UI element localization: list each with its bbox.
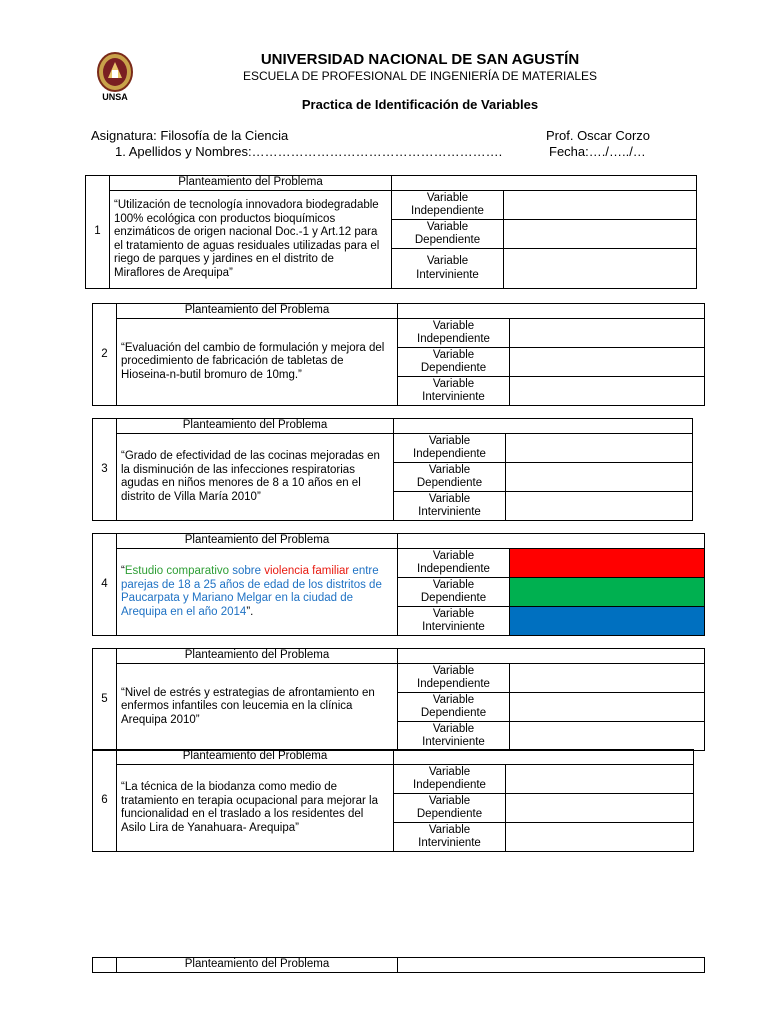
header-blank	[398, 958, 705, 973]
logo-caption: UNSA	[102, 92, 128, 102]
page-title: Practica de Identificación de Variables	[301, 97, 539, 112]
problem-number: 3	[93, 419, 117, 521]
problem-statement: “Evaluación del cambio de formulación y mejora del procedimiento de fabricación de tabletas de Hioseina-n-butil bromuro de 10mg.”	[117, 319, 398, 406]
intervening-variable-answer[interactable]	[506, 823, 694, 852]
intervening-variable-answer[interactable]	[510, 607, 705, 636]
dependent-variable-answer[interactable]	[510, 348, 705, 377]
problem-header: Planteamiento del Problema	[117, 649, 398, 664]
problem-header: Planteamiento del Problema	[110, 176, 392, 191]
independent-variable-answer[interactable]	[510, 319, 705, 348]
problem-number: 5	[93, 649, 117, 751]
dependent-variable-label: Variable Dependiente	[392, 220, 504, 249]
problem-number: 4	[93, 534, 117, 636]
problem-header: Planteamiento del Problema	[117, 419, 394, 434]
date-field[interactable]: Fecha:…./…../…	[549, 144, 646, 159]
highlight-study-type: Estudio comparativo	[124, 565, 230, 577]
university-name: UNIVERSIDAD NACIONAL DE SAN AGUSTÍN	[260, 51, 580, 68]
problem-statement: “La técnica de la biodanza como medio de tratamiento en terapia ocupacional para mejorar la funcionalidad en el traslado a los residentes del Asilo Lira de Yanahuara- Arequipa”	[117, 765, 394, 852]
intervening-variable-answer[interactable]	[510, 377, 705, 406]
independent-variable-label: Variable Independiente	[394, 434, 506, 463]
dependent-variable-answer[interactable]	[510, 693, 705, 722]
independent-variable-answer[interactable]	[504, 191, 697, 220]
intervening-variable-label: Variable Interviniente	[394, 492, 506, 521]
dependent-variable-label: Variable Dependiente	[398, 578, 510, 607]
header-blank	[394, 419, 693, 434]
dependent-variable-answer[interactable]	[504, 220, 697, 249]
problem-number: 6	[93, 750, 117, 852]
problem-table-5	[92, 648, 705, 751]
problem-table-4	[92, 533, 705, 636]
dependent-variable-answer[interactable]	[510, 578, 705, 607]
header-blank	[398, 649, 705, 664]
problem-number: 1	[86, 176, 110, 289]
independent-variable-answer[interactable]	[506, 765, 694, 794]
intervening-variable-answer[interactable]	[506, 492, 693, 521]
problem-header: Planteamiento del Problema	[117, 304, 398, 319]
subject-label: Asignatura: Filosofía de la Ciencia	[91, 128, 289, 143]
problem-table-1	[85, 175, 697, 289]
dependent-variable-label: Variable Dependiente	[398, 693, 510, 722]
dependent-variable-answer[interactable]	[506, 463, 693, 492]
problem-statement: “Grado de efectividad de las cocinas mejoradas en la disminución de las infecciones respiratorias agudas en niños menores de 8 a 10 años en el distrito de Villa María 2010”	[117, 434, 394, 521]
school-name: ESCUELA DE PROFESIONAL DE INGENIERÍA DE MATERIALES	[242, 69, 598, 83]
problem-table-3	[92, 418, 693, 521]
independent-variable-label: Variable Independiente	[398, 549, 510, 578]
independent-variable-label: Variable Independiente	[392, 191, 504, 220]
intervening-variable-answer[interactable]	[510, 722, 705, 751]
problem-header: Planteamiento del Problema	[117, 958, 398, 973]
dependent-variable-label: Variable Dependiente	[398, 348, 510, 377]
problem-header: Planteamiento del Problema	[117, 750, 394, 765]
header-blank	[392, 176, 697, 191]
independent-variable-answer[interactable]	[510, 664, 705, 693]
independent-variable-answer[interactable]	[510, 549, 705, 578]
problem-statement: “Utilización de tecnología innovadora biodegradable 100% ecológica con productos bioquímicos enzimáticos de origen nacional Doc.-1 y Art.12 para el tratamiento de aguas residuales utilizadas para el riego de parques y jardines en el distrito de Miraflores de Arequipa”	[110, 191, 392, 289]
dependent-variable-answer[interactable]	[506, 794, 694, 823]
header-blank	[398, 534, 705, 549]
problem-statement: “Estudio comparativo sobre violencia familiar entre parejas de 18 a 25 años de edad de los distritos de Paucarpata y Mariano Melgar en la ciudad de Arequipa en el año 2014”.	[117, 549, 398, 636]
header-blank	[398, 304, 705, 319]
problem-header: Planteamiento del Problema	[117, 534, 398, 549]
intervening-variable-label: Variable Interviniente	[398, 722, 510, 751]
independent-variable-label: Variable Independiente	[398, 319, 510, 348]
header-blank	[394, 750, 694, 765]
intervening-variable-label: Variable Interviniente	[398, 607, 510, 636]
intervening-variable-label: Variable Interviniente	[394, 823, 506, 852]
problem-table-6	[92, 749, 694, 852]
dependent-variable-label: Variable Dependiente	[394, 794, 506, 823]
highlight-context: entre parejas de 18 a 25 años de edad de los distritos de Paucarpata y Mariano Melgar en la ciudad de Arequipa en el año 2014	[121, 565, 382, 618]
independent-variable-label: Variable Independiente	[394, 765, 506, 794]
problem-number-blank	[93, 958, 117, 973]
independent-variable-answer[interactable]	[506, 434, 693, 463]
names-field[interactable]: 1. Apellidos y Nombres:………………………………………………….	[115, 144, 503, 159]
problem-table-2	[92, 303, 705, 406]
intervening-variable-answer[interactable]	[504, 249, 697, 289]
highlight-main-variable: violencia familiar	[264, 565, 350, 577]
problem-number: 2	[93, 304, 117, 406]
intervening-variable-label: Variable Interviniente	[392, 249, 504, 289]
dependent-variable-label: Variable Dependiente	[394, 463, 506, 492]
intervening-variable-label: Variable Interviniente	[398, 377, 510, 406]
problem-statement: “Nivel de estrés y estrategias de afrontamiento en enfermos infantiles con leucemia en la clínica Arequipa 2010”	[117, 664, 398, 751]
problem-table-7-header	[92, 957, 705, 973]
professor-label: Prof. Oscar Corzo	[546, 128, 651, 143]
independent-variable-label: Variable Independiente	[398, 664, 510, 693]
